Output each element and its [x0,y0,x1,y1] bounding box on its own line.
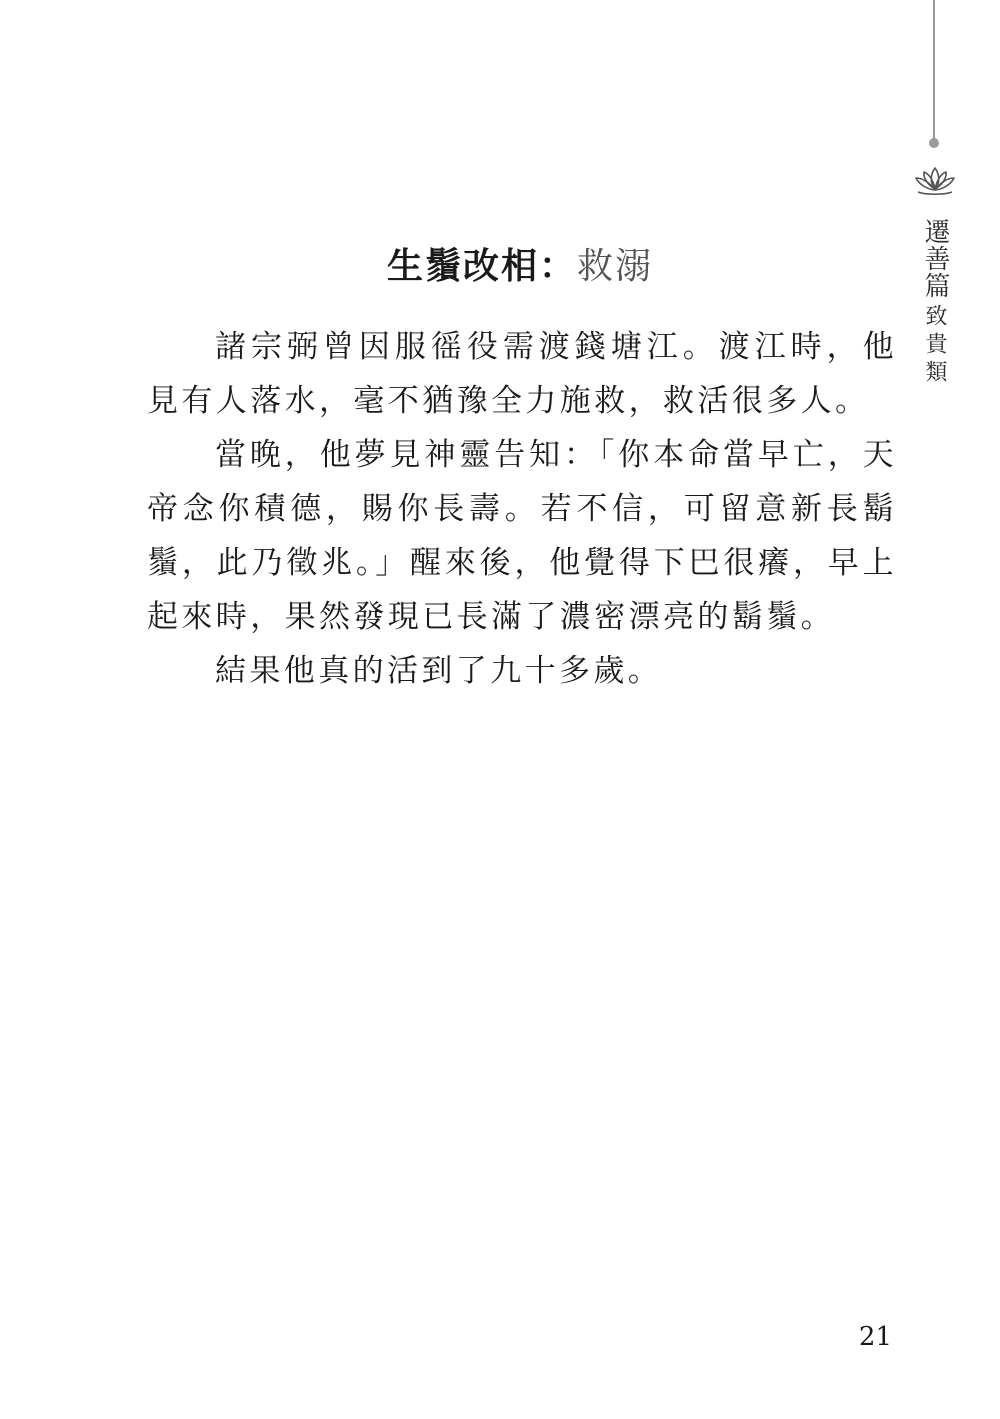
category-label: 致貴類 [922,304,947,388]
page-number: 21 [858,1322,892,1352]
paragraph: 當晚，他夢見神靈告知：「你本命當早亡，天帝念你積德，賜你長壽。若不信，可留意新長鬍鬚，此乃徵兆。」醒來後，他覺得下巴很癢，早上起來時，果然發現已長滿了濃密漂亮的鬍鬚。 [147,437,897,635]
lotus-icon [912,165,958,197]
section-title: 遷善篇 [920,218,950,299]
story-title [0,238,1000,289]
paragraph: 諸宗弼曾因服徭役需渡錢塘江。渡江時，他見有人落水，毫不猶豫全力施救，救活很多人。 [147,329,897,419]
story-title-sub: 救溺 [577,246,654,287]
side-rule-line [933,0,935,140]
paragraph: 結果他真的活到了九十多歲。 [215,653,663,689]
side-rule-dot [929,138,939,148]
story-body [147,320,897,698]
story-title-main: 生鬚改相： [386,246,577,287]
